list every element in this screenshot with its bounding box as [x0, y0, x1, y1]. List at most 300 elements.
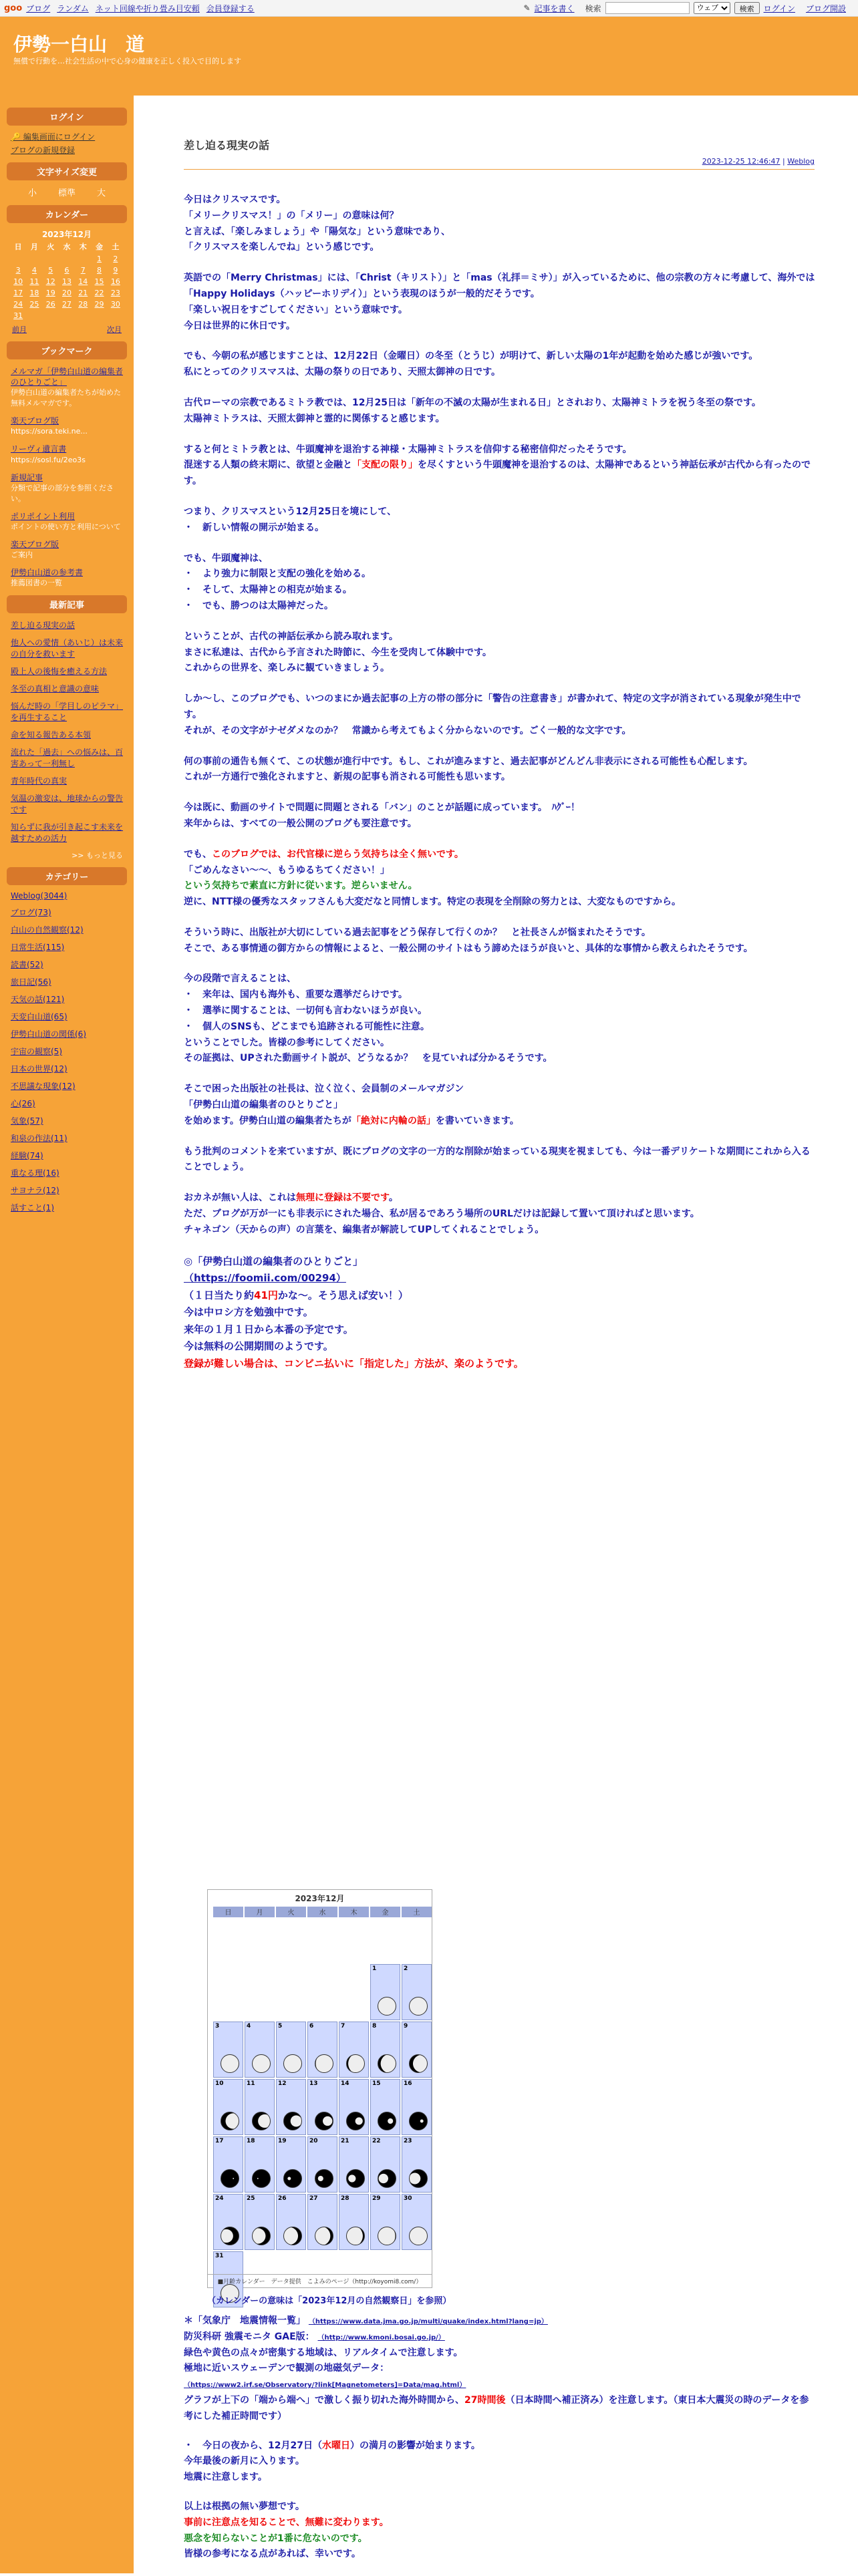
bookmark-link[interactable]: メルマガ「伊勢白山道の編集者のひとりごと」: [11, 367, 124, 387]
line: もう批判のコメントを来ていますが、既にブログの文字の一方的な削除が始まっている現実を視ましても、今は一番デリケートな期間にこれから入ることでしょう。: [184, 1146, 811, 1173]
line: 緑色や黄色の点々が密集する地域は、リアルタイムで注意します。: [184, 2347, 463, 2358]
line: 太陽神ミトラスは、天照太御神と霊的に関係すると感じます。: [184, 413, 445, 424]
line: 今日は世界的に休日です。: [184, 320, 295, 331]
moon-day-number: 17: [215, 2138, 224, 2144]
moon-phase-icon: [315, 2054, 333, 2073]
moon-day-number: 10: [215, 2080, 224, 2087]
category-link[interactable]: 旅日記(56): [11, 977, 51, 987]
emphasis-red: 41円: [254, 1289, 278, 1301]
new-blog-link[interactable]: ブログの新規登録: [11, 146, 76, 155]
sidebar-calendar: [10, 240, 124, 321]
moon-day-number: 25: [247, 2195, 255, 2202]
category-link[interactable]: 日本の世界(12): [11, 1064, 67, 1074]
moon-phase-icon: [315, 2112, 333, 2130]
calendar-day[interactable]: 11: [29, 277, 39, 286]
calendar-day: [75, 310, 91, 321]
moon-calendar-day: [339, 2022, 369, 2078]
calendar-prev[interactable]: 前月: [12, 325, 27, 334]
calendar-heading: カレンダー: [7, 205, 127, 223]
foomii-link[interactable]: （https://foomii.com/00294）: [184, 1272, 346, 1285]
moon-phase-icon: [378, 2169, 396, 2188]
category-link[interactable]: 重なる理(16): [11, 1168, 59, 1178]
moon-day-number: 24: [215, 2195, 224, 2202]
moon-calendar-day: [402, 2022, 432, 2078]
category-link[interactable]: ブログ(73): [11, 907, 51, 917]
line: 以上は根拠の無い夢想です。: [184, 2501, 305, 2512]
emphasis-red: 事前に注意点を知ることで、無難に変わります。: [184, 2517, 389, 2528]
post-body: [184, 192, 815, 1387]
moon-calendar-day: [370, 2079, 400, 2135]
calendar-day: [59, 310, 75, 321]
calendar-day[interactable]: 8: [97, 266, 102, 275]
line: それが、その文字がナゼダメなのか？ 常識から考えてもよく分からないのです。ごく一般的な文字です。: [184, 725, 631, 736]
category-link[interactable]: 和泉の作法(11): [11, 1133, 67, 1143]
calendar-day[interactable]: 6: [64, 266, 69, 275]
moon-phase-icon: [378, 1997, 396, 2016]
paragraph: [184, 1144, 815, 1176]
bookmark-heading: ブックマーク: [7, 341, 127, 359]
category-link[interactable]: 読書(52): [11, 959, 43, 969]
search-button[interactable]: 検索: [734, 2, 760, 14]
post-meta: 2023-12-25 12:46:47 | Weblog: [702, 157, 815, 166]
moon-calendar-day: [213, 2194, 243, 2250]
moon-day-number: 27: [309, 2195, 318, 2202]
recent-post-link[interactable]: 気温の激変は、地球からの警告です: [11, 793, 124, 814]
calendar-day[interactable]: 25: [29, 300, 39, 309]
top-right-tools: [523, 2, 858, 14]
moon-phase-icon: [346, 2112, 365, 2130]
category-link[interactable]: Weblog(3044): [11, 891, 67, 901]
bookmark-list: [4, 366, 130, 589]
line: 極地に近いスウェーデンで観測の地磁気データ：: [184, 2363, 390, 2374]
calendar-day[interactable]: 21: [78, 289, 88, 297]
bullet: ・ でも、勝つのは太陽神だった。: [184, 600, 333, 611]
calendar-day[interactable]: 19: [45, 289, 55, 297]
moon-day-number: 15: [372, 2080, 381, 2087]
moon-calendar-empty: [339, 1964, 369, 2020]
calendar-day: [26, 310, 42, 321]
calendar-day[interactable]: 23: [110, 289, 120, 297]
line: （日本時間へ補正済み）を注意します。（東日本大震災の時のデータを参考にした補正時間です）: [184, 2394, 809, 2422]
moon-calendar-day: [339, 2136, 369, 2193]
line: 防災科研 強震モニタ GAE版：: [184, 2331, 315, 2342]
bookmark-link[interactable]: ポリポイント利用: [11, 511, 76, 521]
calendar-day[interactable]: 10: [13, 277, 23, 286]
emphasis-red: 27時間後: [464, 2394, 506, 2406]
paragraph: [184, 2438, 815, 2486]
bookmark-description: 分類で記事の部分を参照ください。: [11, 483, 114, 503]
line: そこで困った出版社の社長は、泣く泣く、会員制のメールマガジン: [184, 1084, 464, 1095]
moon-day-number: 30: [404, 2195, 412, 2202]
moon-phase-icon: [315, 2169, 333, 2188]
moon-phase-icon: [283, 2054, 302, 2073]
line: 古代ローマの宗教であるミトラ教では、12月25日は「新年の不滅の太陽が生まれる日」とされおり、太陽神ミトラを祝う冬至の祭です。: [184, 397, 761, 408]
line: しか～し、このブログでも、いつのまにか過去記事の上方の帯の部分に「警告の注意書き」が書かれて、特定の文字が消されている現象が発生中です。: [184, 693, 801, 720]
calendar-weekday: 木: [79, 243, 87, 251]
calendar-day[interactable]: 9: [113, 266, 118, 275]
calendar-day: [91, 310, 107, 321]
line: でも、今朝の私が感じますことは、12月22日（金曜日）の冬至（とうじ）が明けて、新しい太陽の1年が起動を始めた感じが強いです。: [184, 351, 758, 362]
moon-day-number: 31: [215, 2253, 224, 2259]
post-date[interactable]: 2023-12-25 12:46:47: [702, 157, 780, 166]
calendar-weekday: 火: [47, 243, 55, 251]
line: 私にとってのクリスマスは、太陽の祭りの日であり、天照太御神の日です。: [184, 367, 501, 378]
moon-phase-icon: [283, 2169, 302, 2188]
moon-phase-icon: [409, 2112, 428, 2130]
bookmark-description: 伊勢白山道の編集者たちが始めた無料メルマガです。: [11, 388, 121, 408]
line: でも、: [184, 848, 212, 860]
paragraph: [184, 395, 815, 428]
recent-posts-list: [4, 619, 130, 844]
emphasis-green: 悪念を知らないことが1番に危ないのです。: [184, 2533, 368, 2544]
moon-phase-icon: [409, 1997, 428, 2016]
emphasis-red: 「支配の限り」: [352, 460, 418, 471]
moon-calendar-day: [213, 2079, 243, 2135]
calendar-month: 2023年12月: [41, 230, 92, 239]
moon-day-number: 3: [215, 2023, 220, 2030]
open-blog-link[interactable]: ブログ開設: [805, 3, 846, 13]
recent-post-link[interactable]: 冬至の真相と意識の意味: [11, 683, 100, 693]
line: 「メリークリスマス！」の「メリー」の意味は何？: [184, 210, 399, 221]
line: そこで、ある事情通の御方からの情報によると、一般公開のサイトはもう諦めたほうが良いと、具体的な事情から教えられたそうです。: [184, 943, 753, 954]
moon-phase-icon: [252, 2054, 271, 2073]
calendar-day[interactable]: 24: [13, 300, 23, 309]
left-sidebar: [0, 96, 134, 2573]
moon-phase-icon: [315, 2227, 333, 2245]
moon-calendar-day: [370, 2194, 400, 2250]
calendar-day[interactable]: 20: [61, 289, 72, 297]
calendar-day: [59, 253, 75, 265]
moon-day-number: 29: [372, 2195, 381, 2202]
line: 今年最後の新月に入ります。: [184, 2456, 305, 2467]
toplink-random[interactable]: ランダム: [57, 3, 89, 13]
moon-phase-icon: [346, 2227, 365, 2245]
moon-calendar-credit: ■月齢カレンダー データ提供 こよみのページ（http://koyomi8.com/）: [208, 2274, 432, 2287]
moon-phase-icon: [346, 2054, 365, 2073]
paragraph: [184, 1082, 815, 1129]
category-link[interactable]: 不思議な現象(12): [11, 1081, 76, 1091]
calendar-day: [26, 253, 42, 265]
blog-header: [0, 17, 858, 96]
line: を始めます。伊勢白山道の編集者たちが: [184, 1115, 351, 1126]
calendar-day[interactable]: 1: [97, 255, 102, 263]
login-link[interactable]: ログイン: [763, 3, 795, 13]
bookmark-link[interactable]: 楽天ブログ版: [11, 539, 59, 549]
moon-day-number: 4: [247, 2023, 251, 2030]
line: おカネが無い人は、これは: [184, 1192, 296, 1204]
moon-day-number: 2: [404, 1965, 408, 1972]
post-body-continued: [184, 2313, 815, 2576]
calendar-weekday: 土: [112, 243, 120, 251]
moon-calendar-weekday: 水: [307, 1907, 337, 1917]
calendar-caption: （カレンダーの意味は「2023年12月の自然観察日」を参照）: [207, 2296, 452, 2306]
line: 逆に、NTT様の優秀なスタッフさんも大変だなと同情します。特定の表現を全削除の努力とは、大変なものですから。: [184, 897, 682, 908]
calendar-day[interactable]: 4: [31, 266, 37, 275]
fontsize-large[interactable]: 大: [96, 188, 106, 198]
line: 今日はクリスマスです。: [184, 194, 286, 205]
search-input[interactable]: [605, 2, 690, 14]
title-divider: [184, 169, 815, 170]
bullet: ・ 個人のSNSも、どこまでも追跡される可能性に注意。: [184, 1021, 430, 1032]
moon-calendar-day: [307, 2136, 337, 2193]
calendar-day: [43, 310, 59, 321]
recent-post-link[interactable]: 流れた「過去」への悩みは、百害あって一利無し: [11, 747, 124, 768]
calendar-weekday: 水: [63, 243, 71, 251]
jma-link[interactable]: （https://www.data.jma.go.jp/multi/quake/index.html?lang=jp）: [308, 2318, 548, 2325]
calendar-day[interactable]: 7: [80, 266, 86, 275]
recent-post-link[interactable]: 殿上人の後悔を癒える方法: [11, 666, 108, 676]
emphasis-red: 登録が難しい場合は、コンビニ払いに「指定した」方法が、楽のようです。: [184, 1357, 524, 1370]
moon-phase-icon: [252, 2169, 271, 2188]
edit-login-label: 編集画面にログイン: [23, 132, 96, 142]
calendar-day[interactable]: 12: [45, 277, 55, 286]
moon-day-number: 18: [247, 2138, 255, 2144]
line: 地震に注意します。: [184, 2472, 267, 2483]
line: を尽くすという牛頭魔神を退治するのは、太陽神であるという神話伝承が古代から有ったのです。: [184, 460, 811, 487]
moon-calendar-empty: [213, 1964, 243, 2020]
moon-day-number: 23: [404, 2138, 412, 2144]
recent-post-link[interactable]: 悩んだ時の「学目しのピラマ」を再生すること: [11, 701, 124, 722]
line: ）の満月の影響が始まります。: [349, 2440, 480, 2451]
moon-phase-icon: [283, 2227, 302, 2245]
calendar-weekday: 金: [96, 243, 104, 251]
toplink-blog[interactable]: ブログ: [26, 3, 51, 13]
moon-calendar-day: [307, 2194, 337, 2250]
moon-phase-icon: [409, 2169, 428, 2188]
line: 今の段階で言えることは、: [184, 973, 296, 985]
paragraph: [184, 192, 815, 256]
calendar-day[interactable]: 3: [15, 266, 21, 275]
category-link[interactable]: 伊勢白山道の関係(6): [11, 1029, 86, 1039]
bookmark-description: 推薦図書の一覧: [11, 579, 62, 587]
recent-post-link[interactable]: 青年時代の真実: [11, 776, 67, 786]
calendar-day[interactable]: 29: [94, 300, 104, 309]
fontsize-options: [17, 186, 116, 198]
calendar-day: [75, 253, 91, 265]
moon-calendar-day: [402, 1964, 432, 2020]
moon-day-number: 8: [372, 2023, 377, 2030]
bullet: ・ より強力に制限と支配の強化を始める。: [184, 569, 371, 580]
paragraph: [184, 442, 815, 490]
paragraph: [184, 971, 815, 1067]
moon-phase-icon: [283, 2112, 302, 2130]
line: すると何とミトラ教とは、牛頭魔神を退治する神様・太陽神ミトラスを信仰する秘密信仰だったそうです。: [184, 444, 632, 455]
paragraph: [184, 2499, 815, 2563]
recent-post-link[interactable]: 差し迫る現実の話: [11, 620, 76, 630]
line: 今は中ロシ方を勉強中です。: [184, 1306, 313, 1319]
irf-link[interactable]: （https://www2.irf.se/Observatory/?link[Magnetometers]=Data/mag.html）: [184, 2382, 466, 2390]
line: そういう時に、出版社が大切にしている過去記事をどう保存して行くのか？ と社長さんが悩まれたそうです。: [184, 927, 651, 938]
category-list: [4, 891, 130, 1213]
line: ということが、古代の神話伝承から読み取れます。: [184, 631, 398, 642]
moon-phase-icon: [409, 2227, 428, 2245]
line: 「ごめんなさい～～、もうゆるちてください！」: [184, 864, 390, 876]
line: ◎「伊勢白山道の編集者のひとりごと」: [184, 1255, 364, 1267]
bullet: ・ そして、太陽神との相克が始まる。: [184, 585, 352, 596]
moon-day-number: 20: [309, 2138, 318, 2144]
moon-calendar-grid: [213, 1907, 426, 2307]
calendar-day[interactable]: 14: [78, 277, 88, 286]
moon-day-number: 22: [372, 2138, 381, 2144]
blog-description: 無償で行動を…社会生活の中で心身の健康を正しく投入で目的します: [13, 57, 241, 65]
moon-day-number: 1: [372, 1965, 377, 1972]
line: ただ、ブログが万が一にも非表示にされた場合、私が居るであろう場所のURLだけは記録して置いて頂ければと思います。: [184, 1209, 700, 1220]
calendar-day[interactable]: 18: [29, 289, 39, 297]
blog-title[interactable]: 伊勢一白山 道: [13, 33, 145, 55]
line: 混迷する人類の終末期に、欲望と金融と: [184, 460, 352, 471]
bullet: ・ 来年は、国内も海外も、重要な選挙だらけです。: [184, 989, 408, 1001]
moon-calendar-day: [245, 2079, 275, 2135]
moon-calendar-weekday: 日: [213, 1907, 243, 1917]
line: でも、牛頭魔神は、: [184, 552, 268, 564]
search-label: 検索: [585, 3, 601, 13]
bookmark-description: ご案内: [11, 550, 33, 559]
fontsize-small[interactable]: 小: [27, 188, 37, 198]
moon-day-number: 16: [404, 2080, 412, 2087]
calendar-day[interactable]: 28: [78, 300, 88, 309]
paragraph: [184, 271, 815, 334]
write-post-link[interactable]: 記事を書く: [534, 3, 575, 13]
calendar-day[interactable]: 5: [48, 266, 53, 275]
moon-calendar-image: [207, 1889, 432, 2288]
moon-calendar-day: [339, 2079, 369, 2135]
top-utility-bar: [0, 0, 858, 17]
moon-calendar-day: [402, 2136, 432, 2193]
line: （１日当たり約: [184, 1289, 255, 1301]
moon-calendar-day: [213, 2022, 243, 2078]
calendar-day[interactable]: 31: [13, 311, 23, 320]
moon-day-number: 19: [278, 2138, 287, 2144]
line: 来年からは、すべての一般公開のブログも要注意です。: [184, 818, 417, 829]
toplink-net[interactable]: ネット回線や折り畳み目安頼: [95, 3, 200, 13]
bookmark-link[interactable]: 伊勢白山道の参考書: [11, 567, 84, 577]
calendar-day[interactable]: 2: [113, 255, 118, 263]
bookmark-link[interactable]: 楽天ブログ版: [11, 416, 59, 426]
line: これが一方通行で強化されますと、新規の記事も消される可能性も思います。: [184, 772, 511, 783]
moon-phase-icon: [378, 2227, 396, 2245]
calendar-day[interactable]: 27: [61, 300, 72, 309]
bookmark-description: ポイントの使い方と利用について: [11, 522, 121, 531]
moon-day-number: 14: [341, 2080, 349, 2087]
post-category[interactable]: Weblog: [787, 157, 815, 166]
calendar-day[interactable]: 26: [45, 300, 55, 309]
moon-calendar-empty: [276, 1964, 306, 2020]
emphasis-red: 無理に登録は不要です: [296, 1192, 389, 1204]
paragraph: [184, 504, 815, 536]
category-link[interactable]: 心(26): [11, 1098, 35, 1108]
recent-heading: 最新記事: [7, 595, 127, 613]
category-link[interactable]: 白山の自然観察(12): [11, 925, 84, 935]
fontsize-normal[interactable]: 標準: [57, 188, 76, 198]
kmoni-link[interactable]: （http://www.kmoni.bosai.go.jp/）: [317, 2333, 445, 2342]
line: 。: [388, 1192, 398, 1204]
moon-phase-icon: [378, 2112, 396, 2130]
recent-post-link[interactable]: 知らずに我が引き起こす未来を越すための活力: [11, 822, 124, 843]
fontsize-heading: 文字サイズ変更: [7, 162, 127, 180]
moon-day-number: 13: [309, 2080, 318, 2087]
paragraph: [184, 551, 815, 615]
moon-calendar-weekday: 土: [402, 1907, 432, 1917]
pencil-icon: ✎: [523, 3, 531, 13]
paragraph: [184, 925, 815, 957]
post-title: 差し迫る現実の話: [184, 139, 270, 152]
moon-phase-icon: [378, 2054, 396, 2073]
category-link[interactable]: 天変白山道(65): [11, 1011, 67, 1021]
category-link[interactable]: 天気の話(121): [11, 994, 65, 1004]
calendar-next[interactable]: 次月: [107, 325, 122, 334]
category-link[interactable]: 宇宙の観察(5): [11, 1046, 62, 1056]
signature-block: [184, 1253, 815, 1373]
category-link[interactable]: 経験(74): [11, 1150, 43, 1160]
category-link[interactable]: 気象(57): [11, 1116, 43, 1126]
calendar-day: [10, 253, 26, 265]
line: その証拠は、UPされた動画サイト説が、どうなるか？ を見ていれば分かるそうです。: [184, 1053, 553, 1064]
emphasis-red: 水曜日: [321, 2440, 350, 2451]
paragraph: [184, 1190, 815, 1238]
bookmark-link[interactable]: リーヴィ遺言書: [11, 444, 67, 454]
calendar-day[interactable]: 22: [94, 289, 104, 297]
moon-calendar-day: [307, 2079, 337, 2135]
paragraph: [184, 629, 815, 677]
moon-phase-icon: [221, 2112, 239, 2130]
moon-calendar-empty: [245, 1964, 275, 2020]
category-heading: カテゴリー: [7, 867, 127, 885]
goo-logo[interactable]: goo: [4, 3, 23, 13]
line: 「伊勢白山道の編集者のひとりごと」: [184, 1100, 343, 1111]
moon-phase-icon: [252, 2227, 271, 2245]
moon-calendar-day: [245, 2136, 275, 2193]
calendar-day[interactable]: 16: [110, 277, 120, 286]
bookmark-link[interactable]: 新規記事: [11, 472, 43, 482]
calendar-day[interactable]: 15: [94, 277, 104, 286]
paragraph: [184, 847, 815, 911]
line: ということでした。皆様の参考にしてください。: [184, 1037, 390, 1048]
moon-phase-icon: [221, 2054, 239, 2073]
moon-calendar-day: [339, 2194, 369, 2250]
edit-login-link[interactable]: [11, 131, 123, 142]
key-icon: 🔑: [11, 132, 21, 142]
category-link[interactable]: 日常生活(115): [11, 942, 65, 952]
moon-calendar-title: 2023年12月: [295, 1894, 345, 1903]
moon-day-number: 5: [278, 2023, 283, 2030]
line: これからの世界を、楽しみに観ていきましょう。: [184, 663, 390, 674]
category-link[interactable]: 話すこと(1): [11, 1202, 54, 1213]
calendar-day[interactable]: 17: [13, 289, 23, 297]
moon-calendar-weekday: 月: [245, 1907, 275, 1917]
calendar-day: [108, 310, 124, 321]
moon-calendar-empty: [307, 1964, 337, 2020]
moon-phase-icon: [221, 2169, 239, 2188]
toplink-member[interactable]: 会員登録する: [206, 3, 255, 13]
moon-calendar-day: [402, 2079, 432, 2135]
moon-calendar-day: [213, 2136, 243, 2193]
emphasis-red: このブログでは、お代官様に逆らう気持ちは全く無いです。: [212, 848, 464, 860]
line: 皆様の参考になる点があれば、幸いです。: [184, 2549, 361, 2560]
moon-phase-icon: [252, 2112, 271, 2130]
recent-post-link[interactable]: 他人への愛情（あいじ）は未来の自分を救います: [11, 637, 124, 659]
moon-phase-icon: [409, 2054, 428, 2073]
paragraph: [184, 800, 815, 832]
category-link[interactable]: サヨナラ(12): [11, 1185, 59, 1195]
recent-post-link[interactable]: 命を知る報告ある本領: [11, 730, 92, 740]
paragraph: [184, 754, 815, 786]
more-recent-link[interactable]: >> もっと見る: [72, 850, 123, 860]
moon-calendar-weekday: 木: [339, 1907, 369, 1917]
calendar-day[interactable]: 13: [61, 277, 72, 286]
search-scope-select[interactable]: [694, 2, 730, 14]
calendar-day[interactable]: 30: [110, 300, 120, 309]
bullet: ・ 選挙に関することは、一切何も言わないほうが良い。: [184, 1005, 427, 1017]
